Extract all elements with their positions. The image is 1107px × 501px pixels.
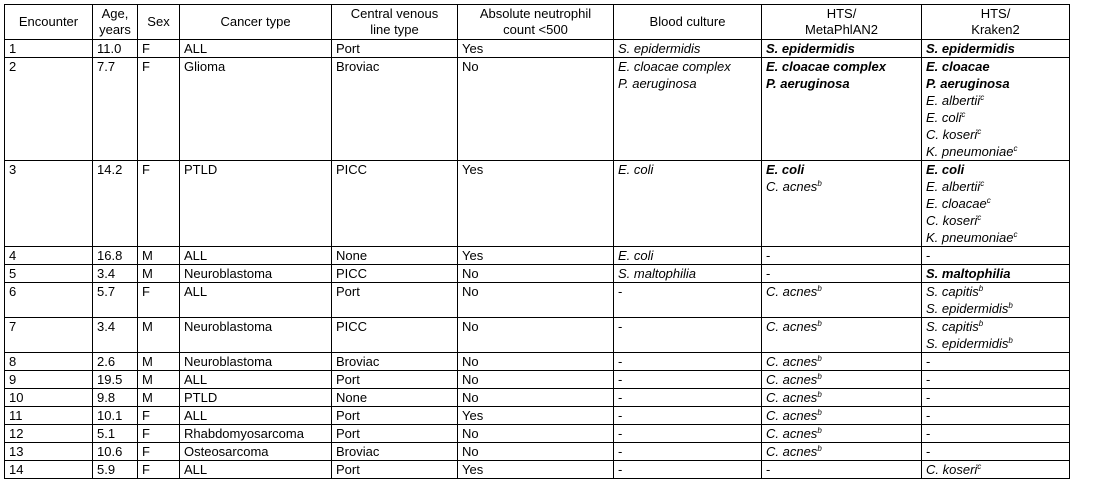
metaphlan-cell — [762, 443, 922, 461]
encounter-cell: 14 — [5, 461, 93, 479]
cancer-type-cell: ALL — [180, 407, 332, 425]
anc-cell: Yes — [458, 247, 614, 265]
organism-name: E. cloacae complex — [618, 59, 731, 74]
sex-cell: F — [138, 461, 180, 479]
organism-name: S. maltophilia — [618, 266, 697, 281]
organism-name: - — [618, 462, 623, 477]
organism-entry — [618, 353, 757, 370]
col-header-blood-culture: Blood culture — [614, 5, 762, 40]
cancer-type-cell: PTLD — [180, 161, 332, 247]
kraken-cell — [922, 461, 1070, 479]
organism-entry — [926, 407, 1065, 424]
kraken-cell — [922, 443, 1070, 461]
line-type-cell: Port — [332, 40, 458, 58]
line-type-cell: None — [332, 389, 458, 407]
anc-cell: No — [458, 353, 614, 371]
sex-cell: F — [138, 40, 180, 58]
organism-entry — [618, 389, 757, 406]
table-row — [5, 283, 1070, 318]
encounter-cell: 1 — [5, 40, 93, 58]
cancer-type-cell: Neuroblastoma — [180, 318, 332, 353]
organism-entry — [618, 407, 757, 424]
metaphlan-cell — [762, 353, 922, 371]
kraken-cell — [922, 425, 1070, 443]
organism-entry — [618, 443, 757, 460]
organism-entry — [926, 75, 1065, 92]
age-cell: 10.1 — [93, 407, 138, 425]
footnote-marker: b — [817, 444, 822, 453]
blood-culture-cell — [614, 283, 762, 318]
metaphlan-cell — [762, 161, 922, 247]
sex-cell: F — [138, 407, 180, 425]
organism-entry — [926, 143, 1065, 160]
organism-name: P. aeruginosa — [766, 76, 850, 91]
sex-cell: F — [138, 425, 180, 443]
organism-entry — [618, 247, 757, 264]
organism-entry — [766, 75, 917, 92]
anc-cell: No — [458, 443, 614, 461]
line-type-cell: Port — [332, 283, 458, 318]
blood-culture-cell — [614, 371, 762, 389]
table-row — [5, 58, 1070, 161]
organism-entry — [926, 178, 1065, 195]
line-type-cell: Port — [332, 407, 458, 425]
organism-name: S. capitis — [926, 319, 979, 334]
organism-name: E. coli — [618, 162, 654, 177]
organism-entry — [766, 443, 917, 460]
organism-name: C. acnes — [766, 319, 818, 334]
age-cell: 5.1 — [93, 425, 138, 443]
blood-culture-cell — [614, 425, 762, 443]
organism-entry — [618, 425, 757, 442]
blood-culture-cell — [614, 461, 762, 479]
organism-entry — [766, 318, 917, 335]
organism-name: S. capitis — [926, 284, 979, 299]
footnote-marker: b — [817, 319, 822, 328]
age-cell: 14.2 — [93, 161, 138, 247]
anc-cell: Yes — [458, 461, 614, 479]
organism-name: K. pneumoniae — [926, 144, 1014, 159]
organism-name: S. epidermidis — [926, 336, 1009, 351]
organism-entry — [766, 283, 917, 300]
organism-name: - — [926, 354, 931, 369]
metaphlan-cell — [762, 247, 922, 265]
organism-entry — [926, 425, 1065, 442]
sex-cell: M — [138, 353, 180, 371]
anc-cell: No — [458, 371, 614, 389]
sex-cell: M — [138, 389, 180, 407]
organism-name: C. acnes — [766, 354, 818, 369]
cancer-type-cell: ALL — [180, 247, 332, 265]
kraken-cell — [922, 161, 1070, 247]
encounter-cell: 13 — [5, 443, 93, 461]
col-header-age: Age, years — [93, 5, 138, 40]
sex-cell: M — [138, 318, 180, 353]
encounter-cell: 12 — [5, 425, 93, 443]
organism-name: E. albertii — [926, 93, 981, 108]
kraken-cell — [922, 247, 1070, 265]
col-header-cancer-type: Cancer type — [180, 5, 332, 40]
organism-entry — [618, 75, 757, 92]
col-header-metaphlan: HTS/ MetaPhlAN2 — [762, 5, 922, 40]
organism-name: C. acnes — [766, 372, 818, 387]
organism-name: C. acnes — [766, 284, 818, 299]
footnote-marker: b — [817, 426, 822, 435]
table-row — [5, 461, 1070, 479]
anc-cell: No — [458, 58, 614, 161]
footnote-marker: c — [1013, 230, 1018, 239]
organism-name: - — [618, 372, 623, 387]
col-header-encounter: Encounter — [5, 5, 93, 40]
organism-name: - — [766, 266, 771, 281]
line-type-cell: Broviac — [332, 353, 458, 371]
organism-entry — [926, 58, 1065, 75]
organism-name: E. coli — [926, 162, 965, 177]
organism-name: S. epidermidis — [618, 41, 701, 56]
organism-entry — [926, 300, 1065, 317]
sex-cell: F — [138, 58, 180, 161]
organism-name: - — [926, 426, 931, 441]
blood-culture-cell — [614, 265, 762, 283]
organism-entry — [766, 265, 917, 282]
line-type-cell: Broviac — [332, 443, 458, 461]
metaphlan-cell — [762, 283, 922, 318]
age-cell: 5.7 — [93, 283, 138, 318]
organism-name: S. epidermidis — [766, 41, 855, 56]
sex-cell: M — [138, 265, 180, 283]
cancer-type-cell: Glioma — [180, 58, 332, 161]
encounter-cell: 3 — [5, 161, 93, 247]
organism-entry — [766, 425, 917, 442]
footnote-marker: b — [817, 284, 822, 293]
age-cell: 3.4 — [93, 318, 138, 353]
organism-entry — [618, 58, 757, 75]
encounter-cell: 8 — [5, 353, 93, 371]
table-row — [5, 371, 1070, 389]
organism-name: E. cloacae — [926, 196, 987, 211]
age-cell: 7.7 — [93, 58, 138, 161]
table-row — [5, 425, 1070, 443]
organism-name: E. coli — [766, 162, 805, 177]
organism-entry — [618, 40, 757, 57]
organism-entry — [926, 212, 1065, 229]
metaphlan-cell — [762, 461, 922, 479]
organism-name: - — [618, 426, 623, 441]
organism-name: - — [926, 408, 931, 423]
organism-name: S. epidermidis — [926, 41, 1015, 56]
footnote-marker: c — [977, 213, 982, 222]
organism-entry — [926, 389, 1065, 406]
organism-entry — [766, 353, 917, 370]
footnote-marker: c — [961, 110, 966, 119]
kraken-cell — [922, 353, 1070, 371]
organism-name: - — [618, 408, 623, 423]
age-cell: 11.0 — [93, 40, 138, 58]
organism-name: - — [766, 462, 771, 477]
organism-name: - — [618, 390, 623, 405]
anc-cell: Yes — [458, 407, 614, 425]
metaphlan-cell — [762, 318, 922, 353]
age-cell: 19.5 — [93, 371, 138, 389]
sex-cell: F — [138, 443, 180, 461]
organism-entry — [926, 461, 1065, 478]
organism-entry — [766, 407, 917, 424]
blood-culture-cell — [614, 161, 762, 247]
metaphlan-cell — [762, 40, 922, 58]
footnote-marker: b — [817, 354, 822, 363]
organism-name: - — [618, 354, 623, 369]
cancer-type-cell: Neuroblastoma — [180, 353, 332, 371]
line-type-cell: PICC — [332, 318, 458, 353]
organism-entry — [618, 318, 757, 335]
age-cell: 2.6 — [93, 353, 138, 371]
line-type-cell: Port — [332, 425, 458, 443]
anc-cell: No — [458, 425, 614, 443]
encounter-cell: 6 — [5, 283, 93, 318]
encounter-cell: 5 — [5, 265, 93, 283]
kraken-cell — [922, 58, 1070, 161]
organism-name: - — [926, 444, 931, 459]
footnote-marker: b — [817, 372, 822, 381]
metaphlan-cell — [762, 407, 922, 425]
organism-name: E. coli — [926, 110, 962, 125]
footnote-marker: c — [977, 127, 982, 136]
blood-culture-cell — [614, 40, 762, 58]
col-header-anc: Absolute neutrophil count <500 — [458, 5, 614, 40]
organism-entry — [926, 353, 1065, 370]
organism-name: - — [618, 319, 623, 334]
footnote-marker: c — [1013, 144, 1018, 153]
organism-name: - — [766, 248, 771, 263]
footnote-marker: b — [978, 319, 984, 328]
line-type-cell: Broviac — [332, 58, 458, 161]
organism-name: K. pneumoniae — [926, 230, 1014, 245]
kraken-cell — [922, 283, 1070, 318]
metaphlan-cell — [762, 265, 922, 283]
organism-entry — [766, 389, 917, 406]
anc-cell: No — [458, 318, 614, 353]
table-row — [5, 407, 1070, 425]
organism-name: C. koseri — [926, 127, 978, 142]
cancer-type-cell: ALL — [180, 371, 332, 389]
organism-name: - — [618, 284, 623, 299]
table-row — [5, 247, 1070, 265]
organism-name: - — [926, 248, 931, 263]
sex-cell: F — [138, 161, 180, 247]
organism-entry — [926, 371, 1065, 388]
organism-entry — [926, 195, 1065, 212]
table-row — [5, 40, 1070, 58]
age-cell: 10.6 — [93, 443, 138, 461]
encounter-cell: 7 — [5, 318, 93, 353]
organism-entry — [926, 109, 1065, 126]
organism-entry — [926, 161, 1065, 178]
anc-cell: No — [458, 265, 614, 283]
organism-entry — [618, 283, 757, 300]
table-row — [5, 443, 1070, 461]
age-cell: 9.8 — [93, 389, 138, 407]
sex-cell: M — [138, 371, 180, 389]
organism-name: E. coli — [618, 248, 654, 263]
col-header-line-type: Central venous line type — [332, 5, 458, 40]
table-body — [5, 40, 1070, 479]
organism-entry — [766, 161, 917, 178]
organism-entry — [926, 318, 1065, 335]
organism-name: C. acnes — [766, 426, 818, 441]
organism-entry — [766, 40, 917, 57]
organism-name: S. maltophilia — [926, 266, 1011, 281]
organism-name: E. cloacae — [926, 59, 990, 74]
kraken-cell — [922, 389, 1070, 407]
table-row — [5, 353, 1070, 371]
blood-culture-cell — [614, 318, 762, 353]
footnote-marker: b — [1008, 336, 1013, 345]
organism-entry — [926, 229, 1065, 246]
line-type-cell: Port — [332, 371, 458, 389]
footnote-marker: c — [977, 462, 982, 471]
col-header-sex: Sex — [138, 5, 180, 40]
cancer-type-cell: ALL — [180, 40, 332, 58]
footnote-marker: c — [980, 179, 985, 188]
organism-name: P. aeruginosa — [926, 76, 1010, 91]
organism-name: C. acnes — [766, 390, 818, 405]
cancer-type-cell: Osteosarcoma — [180, 443, 332, 461]
metaphlan-cell — [762, 58, 922, 161]
table-row — [5, 265, 1070, 283]
line-type-cell: None — [332, 247, 458, 265]
kraken-cell — [922, 40, 1070, 58]
cancer-type-cell: PTLD — [180, 389, 332, 407]
footnote-marker: b — [1008, 301, 1013, 310]
organism-name: - — [926, 372, 931, 387]
organism-name: C. acnes — [766, 408, 818, 423]
results-table — [4, 4, 1070, 479]
organism-entry — [926, 126, 1065, 143]
organism-entry — [618, 461, 757, 478]
organism-name: P. aeruginosa — [618, 76, 697, 91]
cancer-type-cell: ALL — [180, 283, 332, 318]
kraken-cell — [922, 265, 1070, 283]
anc-cell: No — [458, 283, 614, 318]
age-cell: 3.4 — [93, 265, 138, 283]
footnote-marker: b — [978, 284, 984, 293]
cancer-type-cell: ALL — [180, 461, 332, 479]
anc-cell: No — [458, 389, 614, 407]
line-type-cell: PICC — [332, 161, 458, 247]
encounter-cell: 4 — [5, 247, 93, 265]
organism-entry — [766, 461, 917, 478]
metaphlan-cell — [762, 371, 922, 389]
age-cell: 5.9 — [93, 461, 138, 479]
table-row — [5, 389, 1070, 407]
organism-name: - — [618, 444, 623, 459]
kraken-cell — [922, 318, 1070, 353]
organism-entry — [926, 443, 1065, 460]
anc-cell: Yes — [458, 40, 614, 58]
organism-name: C. koseri — [926, 213, 978, 228]
organism-entry — [766, 247, 917, 264]
age-cell: 16.8 — [93, 247, 138, 265]
organism-entry — [618, 265, 757, 282]
anc-cell: Yes — [458, 161, 614, 247]
cancer-type-cell: Neuroblastoma — [180, 265, 332, 283]
organism-name: E. albertii — [926, 179, 981, 194]
blood-culture-cell — [614, 353, 762, 371]
organism-entry — [926, 335, 1065, 352]
blood-culture-cell — [614, 407, 762, 425]
blood-culture-cell — [614, 58, 762, 161]
footnote-marker: b — [817, 390, 822, 399]
blood-culture-cell — [614, 247, 762, 265]
metaphlan-cell — [762, 389, 922, 407]
footnote-marker: b — [817, 179, 822, 188]
blood-culture-cell — [614, 389, 762, 407]
cancer-type-cell: Rhabdomyosarcoma — [180, 425, 332, 443]
footnote-marker: c — [986, 196, 991, 205]
metaphlan-cell — [762, 425, 922, 443]
organism-name: C. acnes — [766, 179, 818, 194]
organism-name: - — [926, 390, 931, 405]
organism-entry — [766, 58, 917, 75]
kraken-cell — [922, 407, 1070, 425]
organism-entry — [926, 265, 1065, 282]
encounter-cell: 10 — [5, 389, 93, 407]
footnote-marker: c — [980, 93, 985, 102]
sex-cell: F — [138, 283, 180, 318]
organism-name: S. epidermidis — [926, 301, 1009, 316]
organism-name: C. acnes — [766, 444, 818, 459]
organism-entry — [926, 92, 1065, 109]
organism-entry — [618, 161, 757, 178]
header-row — [5, 5, 1070, 40]
organism-name: E. cloacae complex — [766, 59, 886, 74]
table-row — [5, 161, 1070, 247]
encounter-cell: 2 — [5, 58, 93, 161]
footnote-marker: b — [817, 408, 822, 417]
organism-entry — [926, 283, 1065, 300]
encounter-cell: 11 — [5, 407, 93, 425]
line-type-cell: PICC — [332, 265, 458, 283]
blood-culture-cell — [614, 443, 762, 461]
encounter-cell: 9 — [5, 371, 93, 389]
col-header-kraken: HTS/ Kraken2 — [922, 5, 1070, 40]
organism-entry — [926, 40, 1065, 57]
kraken-cell — [922, 371, 1070, 389]
line-type-cell: Port — [332, 461, 458, 479]
organism-entry — [766, 371, 917, 388]
organism-entry — [766, 178, 917, 195]
sex-cell: M — [138, 247, 180, 265]
organism-entry — [618, 371, 757, 388]
organism-entry — [926, 247, 1065, 264]
table-row — [5, 318, 1070, 353]
organism-name: C. koseri — [926, 462, 978, 477]
